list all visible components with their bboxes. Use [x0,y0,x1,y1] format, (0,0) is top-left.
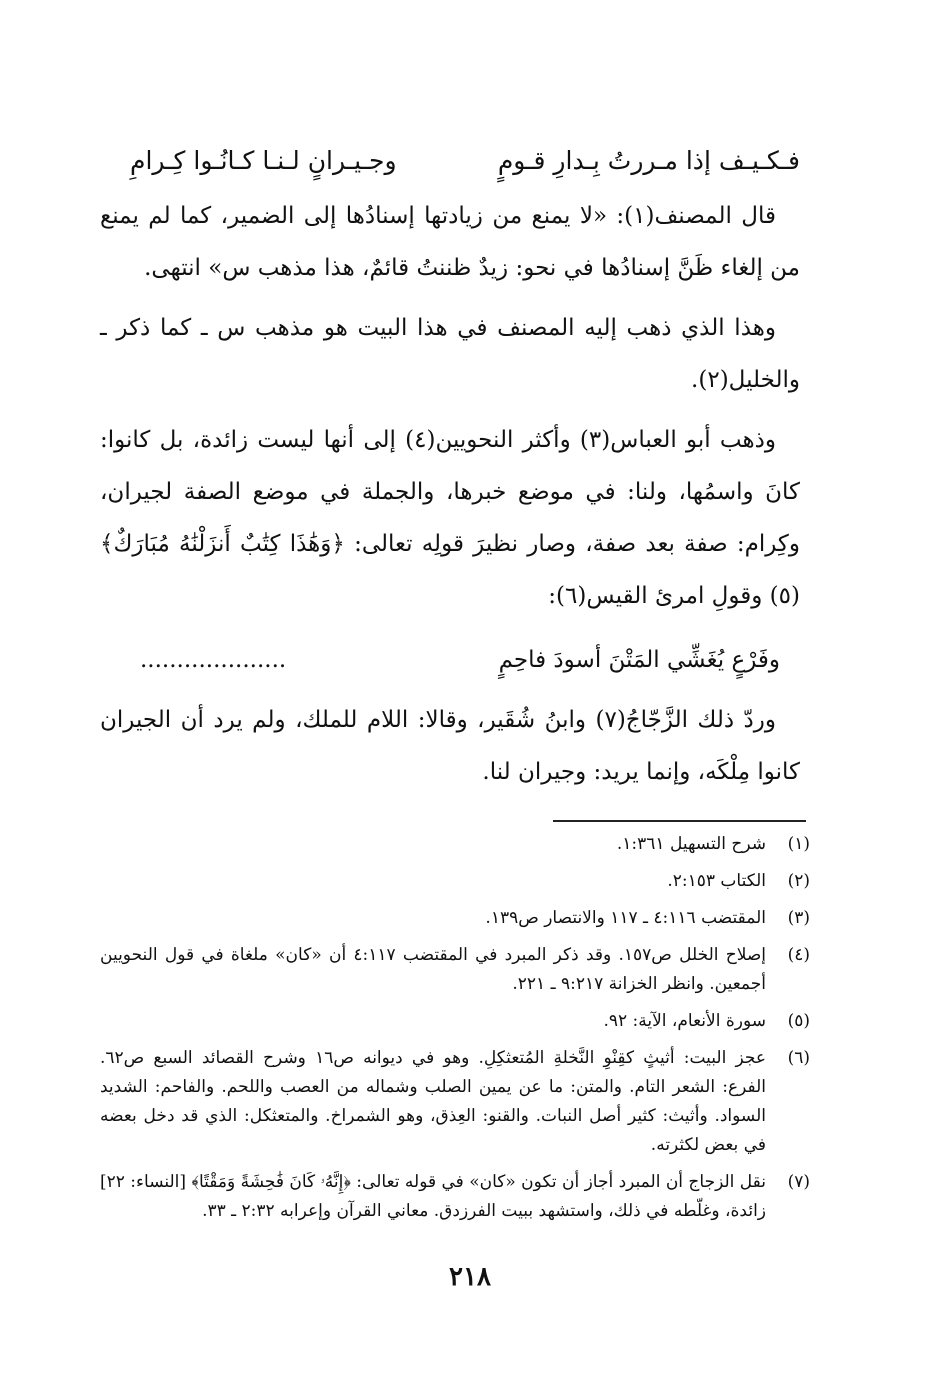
footnote-number: (٧) [787,1172,810,1192]
footnote [100,904,810,933]
main-text-continued [100,694,800,798]
footnote-text: إصلاح الخلل ص١٥٧. وقد ذكر المبرد في المقتضب ٤:١١٧ أن «كان» ملغاة في قول النحويين أجمعين. وانظر الخزانة ٩:٢١٧ ـ ٢٢١. [100,945,766,994]
paragraph: وردّ ذلك الزَّجّاجُ(٧) وابنُ شُقَير، وقالا: اللام للملك، ولم يرد أن الجيران كانوا مِلْكَه، وإنما يريد: وجيران لنا. [100,707,800,785]
footnote-text: شرح التسهيل ١:٣٦١. [616,834,766,854]
paragraph: قال المصنف(١): «لا يمنع من زيادتها إسنادُها إلى الضمير، كما لم يمنع من إلغاء ظَنَّ إسنادُها في نحو: زيدٌ ظننتُ قائمٌ، هذا مذهب س» انتهى. [100,203,800,281]
footnote [100,830,810,859]
footnote-text: المقتضب ٤:١١٦ ـ ١١٧ والانتصار ص١٣٩. [485,908,766,928]
footnote-text: نقل الزجاج أن المبرد أجاز أن تكون «كان» في قوله تعالى: ﴿إِنَّهُۥ كَانَ فَٰحِشَةً وَمَقْتًا﴾ [النساء: ٢٢] زائدة، وغلّطه في ذلك، واستشهد ببيت الفرزدق. معاني القرآن وإعرابه ٢:٣٢ ـ ٣٣. [100,1172,766,1221]
verse-first-hemistich: فـكـيـف إذا مـررتُ بِـدارِ قـومٍ [497,145,800,175]
main-text [100,190,800,622]
footnote-number: (٦) [787,1048,810,1068]
footnote-number: (٣) [787,908,810,928]
footnote-text: سورة الأنعام، الآية: ٩٢. [603,1011,766,1031]
footnote-number: (٤) [787,945,810,965]
footnote [100,1168,810,1226]
footnote-number: (٢) [787,871,810,891]
footnote-text: الكتاب ٢:١٥٣. [667,871,766,891]
footnote [100,1007,810,1036]
verse-quote-first-hemistich: وفَرْعٍ يُغَشِّي المَتْنَ أسودَ فاحِمٍ [498,647,780,673]
footnote-text: عجز البيت: أثيثٍ كقِنْوِ النَّخلةِ المُتعثكِلِ. وهو في ديوانه ص١٦ وشرح القصائد السبع ص٦٢. الفرع: الشعر التام. والمتن: ما عن يمين الصلب وشماله من العصب واللحم. والفاحم: الشديد السواد. وأثيث: كثير أصل النبات. والقنو: العِذق، وهو الشمراخ. والمتعثكل: الذي قد دخل بعضه في بعض لكثرته. [100,1048,766,1155]
footnotes [100,830,810,1234]
footnote [100,1044,810,1160]
footnote-number: (٥) [787,1011,810,1031]
poetry-verse-quote [140,640,780,680]
paragraph: وذهب أبو العباس(٣) وأكثر النحويين(٤) إلى أنها ليست زائدة، بل كانوا: كانَ واسمُها، ولنا: في موضع خبرها، والجملة في موضع الصفة لجيران، وكِرام: صفة بعد صفة، وصار نظيرَ قولِه تعالى: ﴿وَهَٰذَا كِتَٰبٌ أَنزَلْنَٰهُ مُبَارَكٌ﴾(٥) وقولِ امرئ القيس(٦): [100,427,800,609]
verse-second-hemistich: وجـيـرانٍ لـنـا كـانُـوا كِـرامِ [130,145,397,175]
footnote-number: (١) [787,834,810,854]
verse-quote-dots: .................... [140,647,287,673]
page-number: ٢١٨ [449,1262,491,1292]
footnote [100,867,810,896]
poetry-verse [130,140,800,180]
footnote [100,941,810,999]
paragraph: وهذا الذي ذهب إليه المصنف في هذا البيت هو مذهب س ـ كما ذكر ـ والخليل(٢). [100,315,800,393]
footnote-separator [553,820,806,822]
